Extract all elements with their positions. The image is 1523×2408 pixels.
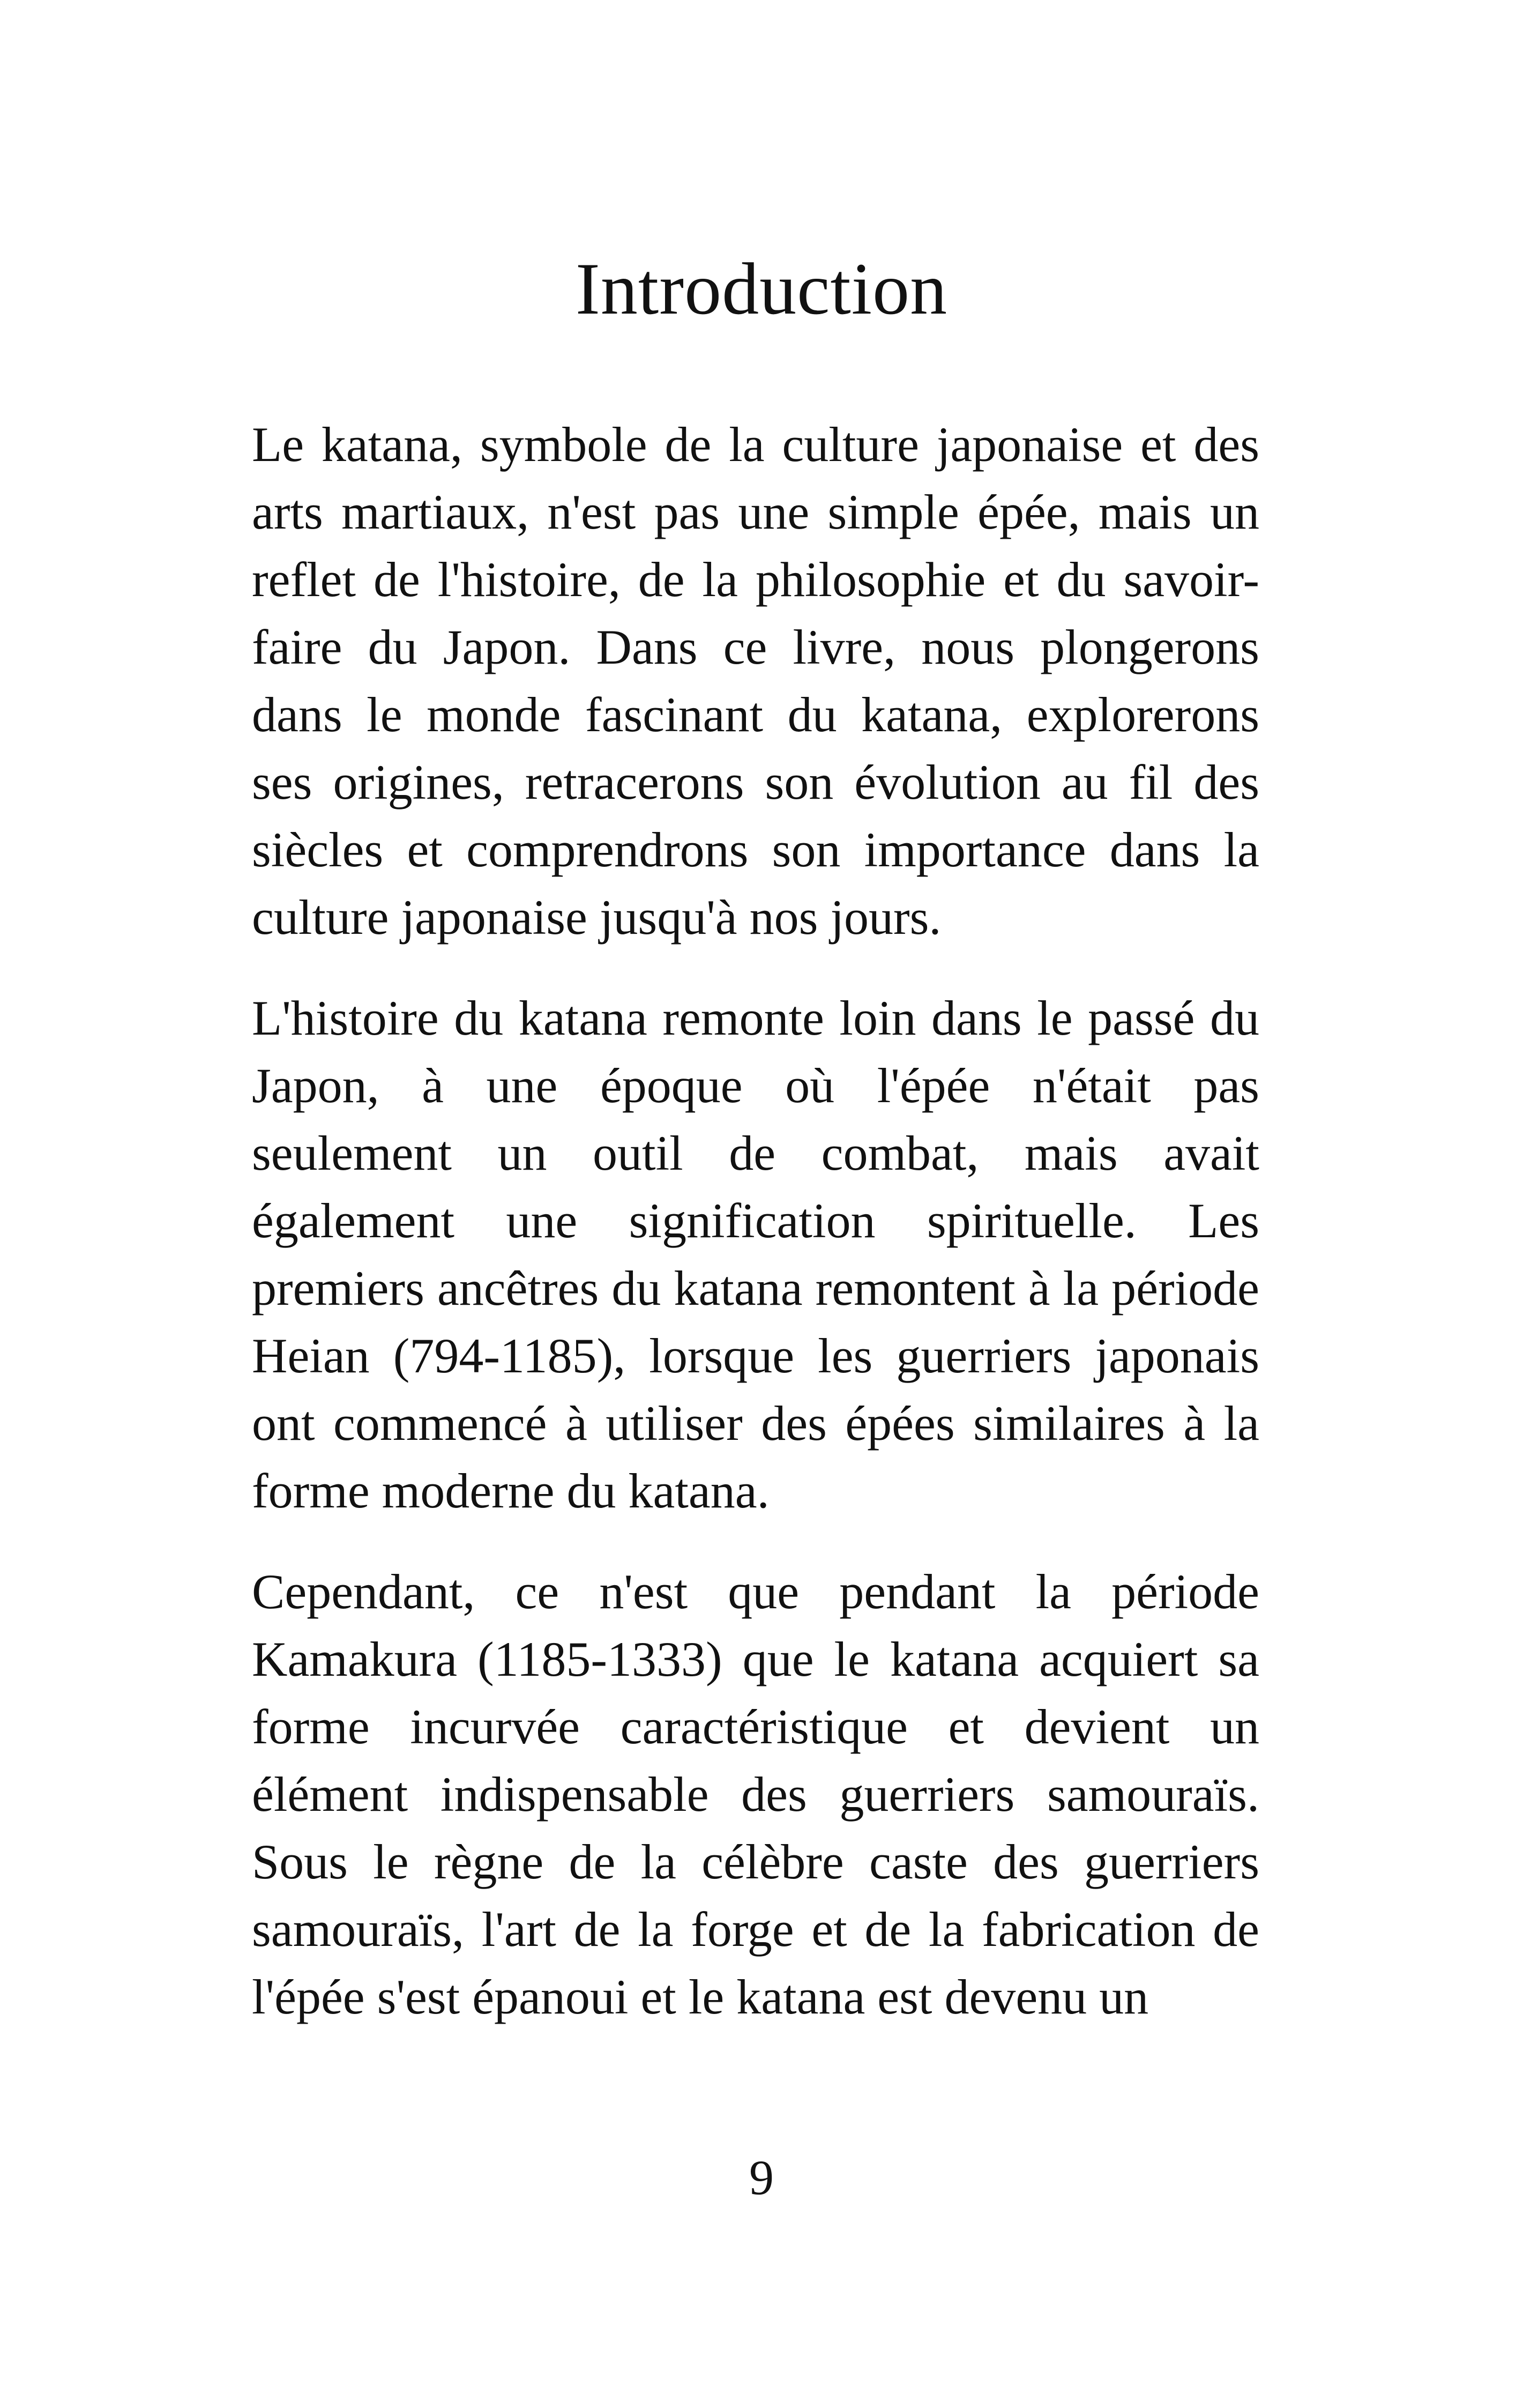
paragraph-2: L'histoire du katana remonte loin dans le passé du Japon, à une époque où l'épée n'était pas seulement un outil de combat, mais avait également une signification spirituelle. Les premiers ancêtres du katana remontent à la période Heian (794-1185), lorsque les guerriers japonais ont commencé à utiliser des épées similaires à la forme moderne du katana. [252,991,1259,1518]
chapter-body [252,411,1259,2064]
paragraph-1: Le katana, symbole de la culture japonaise et des arts martiaux, n'est pas une simple épée, mais un reflet de l'histoire, de la philosophie et du savoir-faire du Japon. Dans ce livre, nous plongerons dans le monde fascinant du katana, explorerons ses origines, retracerons son évolution au fil des siècles et comprendrons son importance dans la culture japonaise jusqu'à nos jours. [252,417,1259,945]
paragraph-3: Cependant, ce n'est que pendant la période Kamakura (1185-1333) que le katana acquiert sa forme incurvée caractéristique et devient un élément indispensable des guerriers samouraïs. Sous le règne de la célèbre caste des guerriers samouraïs, l'art de la forge et de la fabrication de l'épée s'est épanoui et le katana est devenu un [252,1564,1259,2024]
page-number: 9 [749,2150,774,2205]
chapter-title: Introduction [575,248,948,330]
